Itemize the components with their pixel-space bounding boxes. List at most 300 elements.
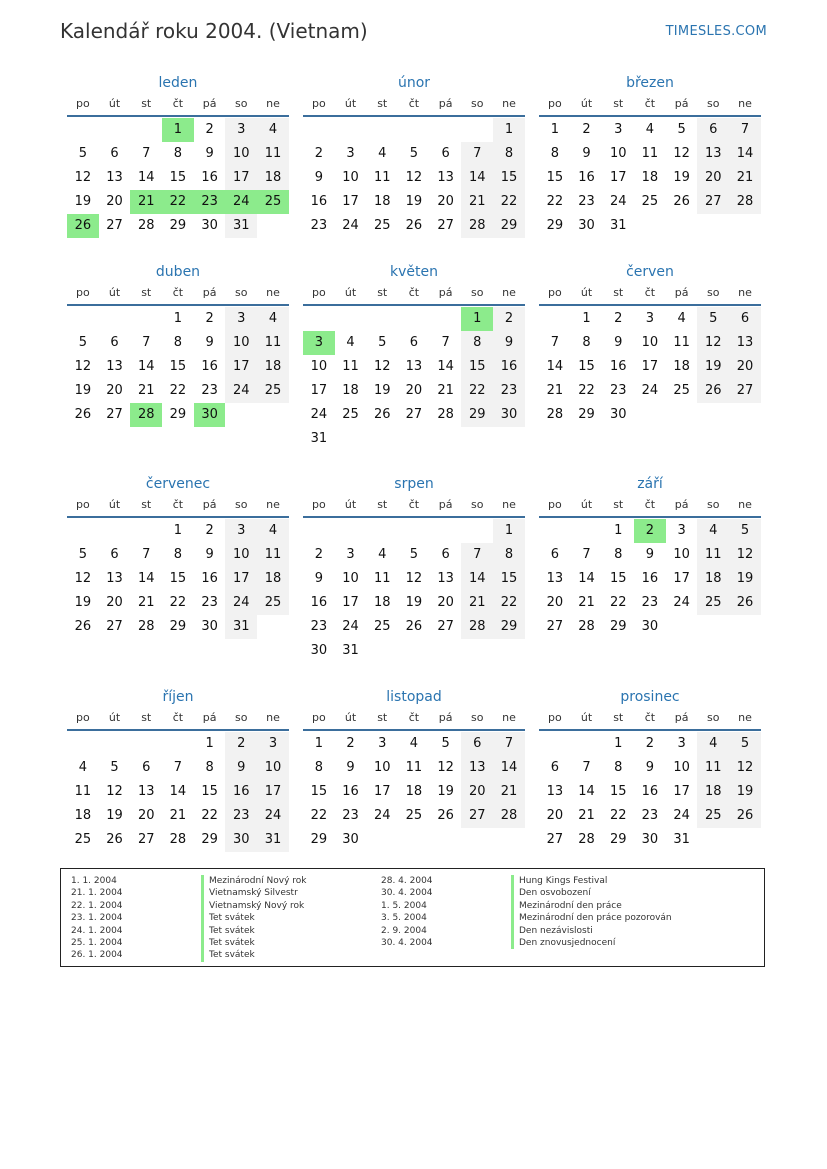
day-cell: 3 bbox=[225, 519, 257, 543]
day-cell: 12 bbox=[373, 359, 391, 374]
day-cell: 1 bbox=[582, 311, 591, 326]
day-cell: 9 bbox=[225, 756, 257, 780]
day-cell: 2 bbox=[205, 523, 214, 538]
day-cell: 23 bbox=[342, 808, 359, 823]
day-cell: 15 bbox=[461, 355, 493, 379]
day-cell: 29 bbox=[169, 218, 187, 233]
day-cell: 21 bbox=[437, 383, 454, 398]
day-cell: 19 bbox=[106, 808, 123, 823]
day-grid bbox=[303, 519, 525, 663]
month-calendar bbox=[67, 262, 289, 427]
day-cell: 1 bbox=[173, 311, 183, 326]
day-cell: 28 bbox=[578, 619, 595, 634]
page-title: Kalendář roku 2004. (Vietnam) bbox=[60, 19, 368, 43]
empty-cell bbox=[335, 307, 367, 331]
legend-date: 25. 1. 2004 bbox=[71, 937, 123, 948]
weekday-label: po bbox=[547, 711, 562, 724]
day-cell: 2 bbox=[314, 547, 323, 562]
day-cell: 2 bbox=[225, 732, 257, 756]
legend-item bbox=[381, 912, 672, 924]
day-cell: 16 bbox=[201, 571, 218, 586]
day-cell: 21 bbox=[493, 780, 525, 804]
day-cell: 20 bbox=[437, 194, 454, 209]
day-cell: 28 bbox=[437, 407, 454, 422]
holiday-day: 3 bbox=[303, 331, 335, 355]
day-cell: 15 bbox=[169, 170, 187, 185]
day-cell: 12 bbox=[405, 170, 423, 185]
day-cell: 8 bbox=[614, 547, 623, 562]
day-cell: 6 bbox=[441, 146, 450, 161]
day-cell: 29 bbox=[578, 407, 595, 422]
legend-item bbox=[381, 887, 672, 899]
day-cell: 10 bbox=[373, 760, 391, 775]
day-cell: 3 bbox=[225, 307, 257, 331]
day-cell: 12 bbox=[74, 170, 92, 185]
weekday-label: čt bbox=[644, 286, 656, 299]
day-cell: 11 bbox=[257, 331, 289, 355]
day-cell: 31 bbox=[310, 431, 328, 446]
empty-cell bbox=[461, 118, 493, 142]
day-cell: 4 bbox=[346, 335, 355, 350]
day-cell: 10 bbox=[225, 543, 257, 567]
day-cell: 8 bbox=[614, 760, 623, 775]
day-cell: 22 bbox=[169, 595, 187, 610]
weekday-label: so bbox=[235, 286, 248, 299]
day-cell: 27 bbox=[437, 218, 454, 233]
weekday-label: st bbox=[377, 97, 388, 110]
day-cell: 4 bbox=[697, 732, 729, 756]
day-cell: 24 bbox=[342, 619, 359, 634]
day-cell: 22 bbox=[493, 591, 525, 615]
empty-cell bbox=[539, 732, 571, 756]
day-cell: 3 bbox=[677, 736, 686, 751]
brand-link[interactable]: TIMESLES.COM bbox=[665, 24, 767, 39]
day-cell: 24 bbox=[257, 804, 289, 828]
day-cell: 29 bbox=[310, 832, 328, 847]
day-cell: 22 bbox=[609, 595, 627, 610]
month-name: prosinec bbox=[620, 689, 680, 705]
day-cell: 16 bbox=[225, 780, 257, 804]
weekday-label: út bbox=[344, 498, 357, 511]
month-calendar bbox=[303, 262, 525, 451]
day-cell: 20 bbox=[106, 194, 123, 209]
day-cell: 18 bbox=[673, 359, 690, 374]
day-cell: 6 bbox=[550, 760, 559, 775]
legend-item bbox=[381, 937, 672, 949]
day-cell: 23 bbox=[493, 379, 525, 403]
legend-date: 1. 1. 2004 bbox=[71, 876, 117, 886]
day-cell: 27 bbox=[546, 832, 564, 847]
weekday-label: čt bbox=[644, 711, 656, 724]
weekday-label: po bbox=[311, 286, 326, 299]
day-cell: 8 bbox=[461, 331, 493, 355]
day-grid bbox=[67, 118, 289, 238]
day-cell: 25 bbox=[673, 383, 690, 398]
weekday-label: so bbox=[235, 498, 248, 511]
day-cell: 20 bbox=[461, 780, 493, 804]
day-cell: 23 bbox=[201, 383, 218, 398]
day-cell: 14 bbox=[137, 571, 155, 586]
day-cell: 4 bbox=[409, 736, 419, 751]
day-cell: 7 bbox=[582, 547, 591, 562]
legend-date: 2. 9. 2004 bbox=[381, 925, 427, 936]
month-calendar bbox=[539, 474, 761, 639]
holiday-day: 22 bbox=[162, 190, 194, 214]
weekday-label: po bbox=[311, 97, 326, 110]
month-name: červen bbox=[626, 264, 674, 280]
day-cell: 13 bbox=[697, 142, 729, 166]
day-cell: 26 bbox=[697, 379, 729, 403]
weekday-label: út bbox=[580, 711, 593, 724]
day-cell: 10 bbox=[257, 756, 289, 780]
day-cell: 17 bbox=[609, 170, 627, 185]
day-cell: 28 bbox=[137, 619, 155, 634]
holiday-day: 1 bbox=[162, 118, 194, 142]
day-cell: 27 bbox=[461, 804, 493, 828]
day-cell: 12 bbox=[729, 543, 761, 567]
legend-item bbox=[71, 912, 307, 924]
day-cell: 19 bbox=[405, 194, 423, 209]
empty-cell bbox=[67, 732, 99, 756]
day-cell: 5 bbox=[110, 760, 119, 775]
weekday-label: út bbox=[580, 286, 593, 299]
day-cell: 10 bbox=[609, 146, 627, 161]
day-cell: 13 bbox=[405, 359, 423, 374]
day-cell: 31 bbox=[342, 643, 359, 658]
day-cell: 21 bbox=[169, 808, 187, 823]
day-cell: 6 bbox=[409, 335, 419, 350]
day-cell: 19 bbox=[74, 194, 92, 209]
weekday-label: st bbox=[377, 286, 388, 299]
day-cell: 15 bbox=[609, 784, 627, 799]
day-cell: 11 bbox=[697, 756, 729, 780]
day-cell: 17 bbox=[257, 780, 289, 804]
day-cell: 16 bbox=[641, 571, 659, 586]
weekday-label: ne bbox=[502, 711, 516, 724]
empty-cell bbox=[99, 519, 131, 543]
weekday-label: pá bbox=[674, 498, 689, 511]
weekday-label: út bbox=[580, 97, 593, 110]
day-cell: 29 bbox=[201, 832, 218, 847]
weekday-label: po bbox=[547, 97, 562, 110]
day-cell: 8 bbox=[582, 335, 591, 350]
month-name: říjen bbox=[162, 689, 194, 705]
day-cell: 2 bbox=[346, 736, 355, 751]
day-cell: 16 bbox=[493, 355, 525, 379]
day-cell: 18 bbox=[342, 383, 359, 398]
legend-column-left bbox=[71, 875, 307, 962]
day-cell: 27 bbox=[697, 190, 729, 214]
day-cell: 16 bbox=[609, 359, 627, 374]
day-cell: 12 bbox=[405, 571, 423, 586]
weekday-label: ne bbox=[738, 498, 752, 511]
day-cell: 28 bbox=[546, 407, 564, 422]
weekday-label: pá bbox=[438, 711, 453, 724]
weekday-label: čt bbox=[408, 286, 420, 299]
day-cell: 9 bbox=[645, 547, 655, 562]
day-cell: 26 bbox=[74, 619, 92, 634]
day-cell: 20 bbox=[106, 595, 123, 610]
day-cell: 20 bbox=[546, 808, 564, 823]
day-cell: 1 bbox=[614, 523, 623, 538]
weekday-label: pá bbox=[202, 97, 217, 110]
weekday-label: čt bbox=[172, 498, 184, 511]
weekday-label: pá bbox=[674, 286, 689, 299]
day-cell: 19 bbox=[729, 567, 761, 591]
legend-holiday-name: Hung Kings Festival bbox=[511, 875, 607, 887]
empty-cell bbox=[398, 307, 430, 331]
weekday-label: po bbox=[75, 711, 90, 724]
day-cell: 14 bbox=[461, 567, 493, 591]
weekday-label: ne bbox=[502, 286, 516, 299]
day-cell: 12 bbox=[106, 784, 123, 799]
day-cell: 22 bbox=[609, 808, 627, 823]
legend-date: 1. 5. 2004 bbox=[381, 900, 427, 911]
day-cell: 19 bbox=[373, 383, 391, 398]
weekday-label: so bbox=[471, 97, 484, 110]
day-cell: 22 bbox=[310, 808, 328, 823]
weekday-label: po bbox=[75, 286, 90, 299]
day-cell: 5 bbox=[78, 335, 87, 350]
day-cell: 2 bbox=[645, 736, 655, 751]
day-grid bbox=[539, 732, 761, 852]
day-cell: 12 bbox=[729, 756, 761, 780]
day-cell: 20 bbox=[546, 595, 564, 610]
month-name: září bbox=[637, 476, 663, 492]
day-cell: 21 bbox=[137, 383, 155, 398]
holiday-day: 28 bbox=[130, 403, 162, 427]
day-cell: 25 bbox=[373, 619, 391, 634]
day-cell: 17 bbox=[342, 595, 359, 610]
weekday-header bbox=[67, 282, 289, 306]
day-grid bbox=[303, 118, 525, 238]
day-grid bbox=[303, 307, 525, 451]
weekday-label: st bbox=[613, 97, 624, 110]
empty-cell bbox=[162, 732, 194, 756]
day-cell: 1 bbox=[314, 736, 323, 751]
day-cell: 9 bbox=[582, 146, 591, 161]
empty-cell bbox=[335, 519, 367, 543]
day-cell: 6 bbox=[461, 732, 493, 756]
empty-cell bbox=[571, 519, 603, 543]
day-cell: 21 bbox=[461, 190, 493, 214]
day-cell: 15 bbox=[169, 571, 187, 586]
day-cell: 18 bbox=[697, 780, 729, 804]
day-cell: 27 bbox=[106, 407, 123, 422]
weekday-label: st bbox=[141, 711, 152, 724]
empty-cell bbox=[335, 118, 367, 142]
day-cell: 28 bbox=[493, 804, 525, 828]
empty-cell bbox=[461, 519, 493, 543]
day-cell: 18 bbox=[697, 567, 729, 591]
day-cell: 14 bbox=[578, 571, 595, 586]
legend-holiday-name: Mezinárodní den práce pozorován bbox=[511, 912, 672, 924]
day-cell: 15 bbox=[493, 166, 525, 190]
day-cell: 1 bbox=[614, 736, 623, 751]
empty-cell bbox=[539, 519, 571, 543]
empty-cell bbox=[571, 732, 603, 756]
day-cell: 26 bbox=[74, 407, 92, 422]
day-cell: 7 bbox=[493, 732, 525, 756]
day-cell: 13 bbox=[461, 756, 493, 780]
day-cell: 13 bbox=[729, 331, 761, 355]
weekday-label: čt bbox=[408, 97, 420, 110]
holiday-day: 2 bbox=[634, 519, 666, 543]
empty-cell bbox=[430, 307, 462, 331]
day-cell: 9 bbox=[205, 146, 214, 161]
day-cell: 28 bbox=[578, 832, 595, 847]
day-cell: 6 bbox=[729, 307, 761, 331]
day-cell: 22 bbox=[201, 808, 218, 823]
holiday-day: 1 bbox=[461, 307, 493, 331]
day-cell: 23 bbox=[201, 595, 218, 610]
day-cell: 15 bbox=[546, 170, 564, 185]
day-cell: 26 bbox=[373, 407, 391, 422]
empty-cell bbox=[130, 307, 162, 331]
day-cell: 7 bbox=[441, 335, 450, 350]
month-name: únor bbox=[397, 75, 431, 91]
day-cell: 3 bbox=[346, 146, 355, 161]
day-cell: 29 bbox=[609, 619, 627, 634]
weekday-label: pá bbox=[202, 286, 217, 299]
day-cell: 14 bbox=[546, 359, 564, 374]
day-cell: 13 bbox=[106, 359, 123, 374]
weekday-label: so bbox=[707, 498, 720, 511]
day-cell: 25 bbox=[257, 379, 289, 403]
day-cell: 20 bbox=[729, 355, 761, 379]
month-name: duben bbox=[155, 264, 201, 280]
weekday-label: so bbox=[707, 97, 720, 110]
legend-item bbox=[71, 937, 307, 949]
day-cell: 31 bbox=[225, 615, 257, 639]
day-cell: 27 bbox=[137, 832, 155, 847]
month-calendar bbox=[67, 687, 289, 852]
day-cell: 21 bbox=[461, 591, 493, 615]
day-cell: 7 bbox=[582, 760, 591, 775]
day-cell: 16 bbox=[201, 170, 218, 185]
day-cell: 4 bbox=[78, 760, 87, 775]
day-cell: 30 bbox=[641, 832, 659, 847]
day-cell: 8 bbox=[173, 547, 183, 562]
weekday-label: čt bbox=[644, 498, 656, 511]
day-cell: 2 bbox=[205, 311, 214, 326]
day-cell: 5 bbox=[78, 146, 87, 161]
day-cell: 4 bbox=[378, 146, 387, 161]
weekday-label: so bbox=[707, 286, 720, 299]
day-cell: 21 bbox=[578, 595, 595, 610]
weekday-label: so bbox=[471, 711, 484, 724]
day-cell: 29 bbox=[493, 214, 525, 238]
empty-cell bbox=[303, 519, 335, 543]
weekday-header bbox=[303, 707, 525, 731]
empty-cell bbox=[130, 519, 162, 543]
empty-cell bbox=[99, 118, 131, 142]
day-cell: 18 bbox=[257, 166, 289, 190]
weekday-label: st bbox=[141, 498, 152, 511]
weekday-label: st bbox=[613, 711, 624, 724]
day-cell: 10 bbox=[673, 547, 690, 562]
empty-cell bbox=[67, 519, 99, 543]
month-calendar bbox=[303, 474, 525, 663]
weekday-label: po bbox=[75, 97, 90, 110]
weekday-label: čt bbox=[172, 286, 184, 299]
holiday-day: 24 bbox=[225, 190, 257, 214]
legend-holiday-name: Tet svátek bbox=[201, 949, 255, 961]
day-cell: 1 bbox=[205, 736, 214, 751]
weekday-header bbox=[303, 93, 525, 117]
month-calendar bbox=[67, 474, 289, 639]
day-cell: 15 bbox=[169, 359, 187, 374]
day-cell: 13 bbox=[106, 170, 123, 185]
day-cell: 29 bbox=[546, 218, 564, 233]
day-cell: 29 bbox=[609, 832, 627, 847]
day-cell: 8 bbox=[550, 146, 559, 161]
weekday-label: st bbox=[613, 498, 624, 511]
weekday-label: pá bbox=[674, 97, 689, 110]
day-cell: 5 bbox=[677, 122, 686, 137]
day-cell: 27 bbox=[405, 407, 423, 422]
day-cell: 17 bbox=[225, 567, 257, 591]
month-name: březen bbox=[626, 75, 674, 91]
day-cell: 15 bbox=[493, 567, 525, 591]
day-cell: 2 bbox=[614, 311, 623, 326]
empty-cell bbox=[99, 307, 131, 331]
day-cell: 30 bbox=[342, 832, 359, 847]
day-cell: 26 bbox=[729, 591, 761, 615]
empty-cell bbox=[130, 118, 162, 142]
day-cell: 5 bbox=[409, 146, 419, 161]
legend-date: 22. 1. 2004 bbox=[71, 900, 123, 911]
weekday-label: ne bbox=[738, 97, 752, 110]
day-cell: 20 bbox=[437, 595, 454, 610]
weekday-header bbox=[67, 93, 289, 117]
weekday-label: ne bbox=[266, 711, 280, 724]
empty-cell bbox=[67, 118, 99, 142]
day-cell: 24 bbox=[225, 379, 257, 403]
legend-column-right bbox=[381, 875, 672, 949]
day-cell: 1 bbox=[173, 523, 183, 538]
day-cell: 14 bbox=[137, 170, 155, 185]
day-cell: 11 bbox=[405, 760, 423, 775]
day-cell: 9 bbox=[205, 335, 214, 350]
day-cell: 24 bbox=[673, 595, 690, 610]
day-cell: 24 bbox=[641, 383, 659, 398]
empty-cell bbox=[99, 732, 131, 756]
day-cell: 15 bbox=[310, 784, 328, 799]
day-cell: 21 bbox=[137, 595, 155, 610]
weekday-header bbox=[539, 494, 761, 518]
day-cell: 7 bbox=[142, 146, 151, 161]
day-cell: 27 bbox=[106, 218, 123, 233]
day-cell: 16 bbox=[310, 595, 328, 610]
day-cell: 7 bbox=[173, 760, 183, 775]
day-cell: 21 bbox=[578, 808, 595, 823]
day-cell: 18 bbox=[257, 567, 289, 591]
day-cell: 14 bbox=[169, 784, 187, 799]
day-cell: 16 bbox=[342, 784, 359, 799]
day-cell: 30 bbox=[493, 403, 525, 427]
day-cell: 9 bbox=[314, 170, 323, 185]
weekday-label: st bbox=[377, 711, 388, 724]
holiday-day: 25 bbox=[257, 190, 289, 214]
day-cell: 10 bbox=[310, 359, 328, 374]
empty-cell bbox=[303, 118, 335, 142]
day-cell: 19 bbox=[405, 595, 423, 610]
weekday-header bbox=[303, 282, 525, 306]
weekday-label: ne bbox=[502, 97, 516, 110]
day-cell: 30 bbox=[225, 828, 257, 852]
day-cell: 11 bbox=[641, 146, 659, 161]
